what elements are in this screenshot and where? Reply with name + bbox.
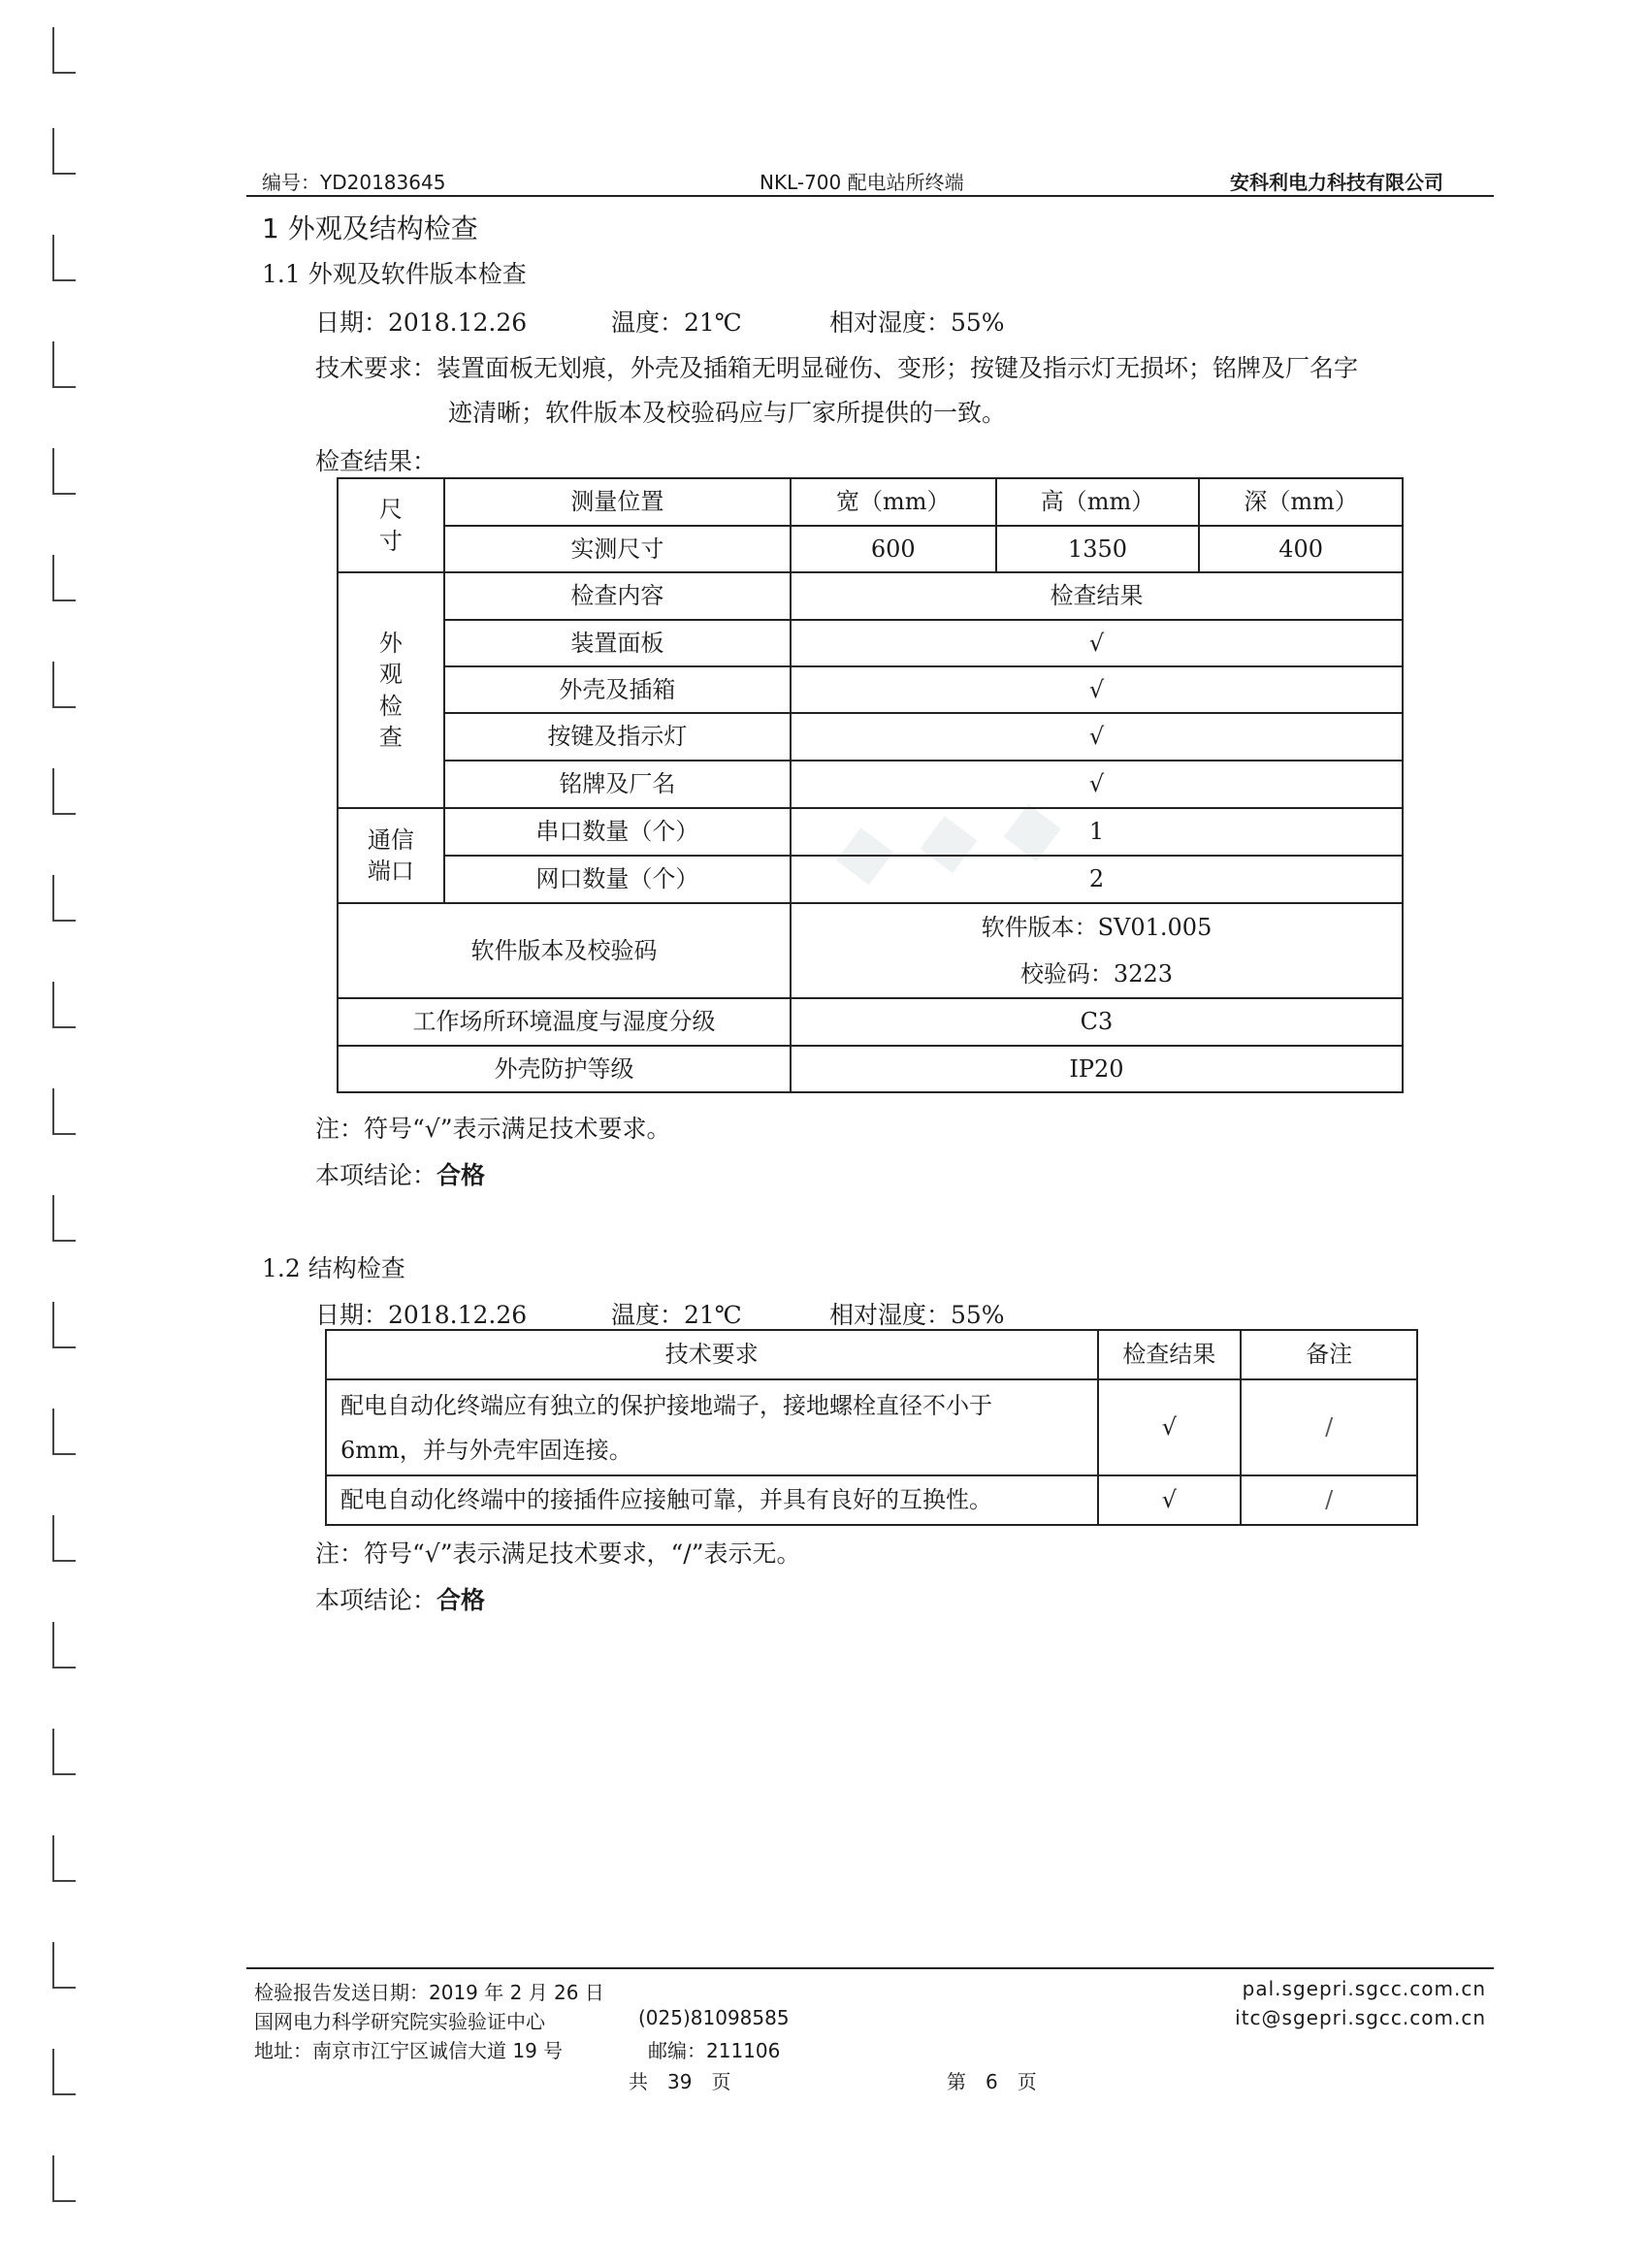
table-row <box>338 526 1403 572</box>
requirement-cell: 配电自动化终端应有独立的保护接地端子，接地螺栓直径不小于 6mm，并与外壳牢固连接。 <box>326 1379 1098 1475</box>
structure-table <box>325 1329 1418 1526</box>
table-row <box>338 572 1403 620</box>
email-link[interactable]: itc@sgepri.sgcc.com.cn <box>1235 2006 1486 2029</box>
table-row <box>338 998 1403 1046</box>
postcode: 邮编：211106 <box>648 2039 781 2062</box>
table-header-cell: 测量位置 <box>444 478 791 526</box>
check-mark: √ <box>791 666 1403 713</box>
inspection-table <box>337 477 1404 1093</box>
conclusion-2 <box>315 1581 485 1616</box>
table-row <box>326 1475 1417 1525</box>
total-pages: 共 39 页 <box>629 2070 731 2093</box>
phone-number: (025)81098585 <box>638 2006 790 2029</box>
software-version: 软件版本：SV01.005 <box>981 914 1212 941</box>
table-cell: 外壳防护等级 <box>338 1046 791 1092</box>
checksum: 校验码：3223 <box>1019 960 1174 988</box>
conclusion-value: 合格 <box>436 1161 486 1189</box>
check-mark: √ <box>791 761 1403 808</box>
note-1: 注：符号“√”表示满足技术要求。 <box>315 1115 671 1143</box>
table-header-cell: 高（mm） <box>996 478 1200 526</box>
section-title: 1 外观及结构检查 <box>262 212 478 244</box>
test-date-2: 日期：2018.12.26 <box>315 1301 528 1329</box>
table-row <box>338 761 1403 808</box>
conclusion-prefix: 本项结论： <box>315 1586 437 1614</box>
subsection-title-1-1: 1.1 外观及软件版本检查 <box>262 260 527 288</box>
table-row <box>338 620 1403 666</box>
software-label: 软件版本及校验码 <box>338 903 791 998</box>
test-date: 日期：2018.12.26 <box>315 308 528 337</box>
note-2: 注：符号“√”表示满足技术要求，“/”表示无。 <box>315 1539 801 1568</box>
table-cell: 串口数量（个） <box>444 808 791 856</box>
table-cell: 实测尺寸 <box>444 526 791 572</box>
subsection-title-1-2: 1.2 结构检查 <box>262 1254 405 1282</box>
table-cell: 装置面板 <box>444 620 791 666</box>
test-humidity-2: 相对湿度：55% <box>829 1301 1005 1329</box>
check-mark: √ <box>1098 1379 1242 1475</box>
table-header-cell: 检查结果 <box>1098 1330 1242 1379</box>
table-header-cell: 检查内容 <box>444 572 791 620</box>
test-temperature: 温度：21℃ <box>611 308 742 337</box>
check-mark: √ <box>1098 1475 1242 1525</box>
dimension-group-label: 尺 寸 <box>338 478 444 572</box>
table-row <box>338 808 1403 856</box>
table-cell: 1350 <box>996 526 1200 572</box>
table-cell: IP20 <box>791 1046 1403 1092</box>
table-header-cell: 检查结果 <box>791 572 1403 620</box>
institute-name: 国网电力科学研究院实验验证中心 <box>254 2010 545 2033</box>
table-cell: 工作场所环境温度与湿度分级 <box>338 998 791 1046</box>
report-send-date: 检验报告发送日期：2019 年 2 月 26 日 <box>254 1981 604 2004</box>
software-version-cell <box>791 903 1403 998</box>
conclusion-prefix: 本项结论： <box>315 1161 437 1189</box>
table-header-cell: 宽（mm） <box>791 478 996 526</box>
table-row <box>326 1330 1417 1379</box>
check-mark: √ <box>791 713 1403 761</box>
website-link[interactable]: pal.sgepri.sgcc.com.cn <box>1242 1977 1486 2000</box>
remark-cell: / <box>1241 1475 1417 1525</box>
table-row <box>338 903 1403 998</box>
table-row <box>338 1046 1403 1092</box>
table-cell: 网口数量（个） <box>444 856 791 903</box>
footer-rule <box>246 1967 1494 1969</box>
table-cell: C3 <box>791 998 1403 1046</box>
table-row <box>326 1379 1417 1475</box>
tech-requirement-line1: 技术要求：装置面板无划痕，外壳及插箱无明显碰伤、变形；按键及指示灯无损坏；铭牌及厂名字 <box>315 354 1359 382</box>
table-header-cell: 技术要求 <box>326 1330 1098 1379</box>
table-cell: 1 <box>791 808 1403 856</box>
table-header-cell: 深（mm） <box>1199 478 1403 526</box>
conclusion-value: 合格 <box>436 1586 486 1614</box>
table-cell: 外壳及插箱 <box>444 666 791 713</box>
test-temperature-2: 温度：21℃ <box>611 1301 742 1329</box>
table-cell: 600 <box>791 526 996 572</box>
table-row <box>338 666 1403 713</box>
table-cell: 400 <box>1199 526 1403 572</box>
table-cell: 按键及指示灯 <box>444 713 791 761</box>
company-name: 安科利电力科技有限公司 <box>1230 171 1443 194</box>
table-row <box>338 478 1403 526</box>
table-cell: 铭牌及厂名 <box>444 761 791 808</box>
result-label: 检查结果： <box>315 447 437 475</box>
table-cell: 2 <box>791 856 1403 903</box>
report-number: 编号：YD20183645 <box>262 171 446 194</box>
table-row <box>338 856 1403 903</box>
remark-cell: / <box>1241 1379 1417 1475</box>
tech-requirement-line2: 迹清晰；软件版本及校验码应与厂家所提供的一致。 <box>448 399 1007 427</box>
appearance-group-label: 外 观 检 查 <box>338 572 444 808</box>
comm-port-group-label: 通信 端口 <box>338 808 444 903</box>
test-humidity: 相对湿度：55% <box>829 308 1005 337</box>
table-row <box>338 713 1403 761</box>
conclusion-1 <box>315 1156 485 1191</box>
check-mark: √ <box>791 620 1403 666</box>
current-page: 第 6 页 <box>947 2070 1037 2093</box>
header-rule <box>246 195 1494 197</box>
address: 地址：南京市江宁区诚信大道 19 号 <box>254 2039 564 2062</box>
requirement-cell: 配电自动化终端中的接插件应接触可靠，并具有良好的互换性。 <box>326 1475 1098 1525</box>
table-header-cell: 备注 <box>1241 1330 1417 1379</box>
product-name: NKL-700 配电站所终端 <box>760 171 964 194</box>
